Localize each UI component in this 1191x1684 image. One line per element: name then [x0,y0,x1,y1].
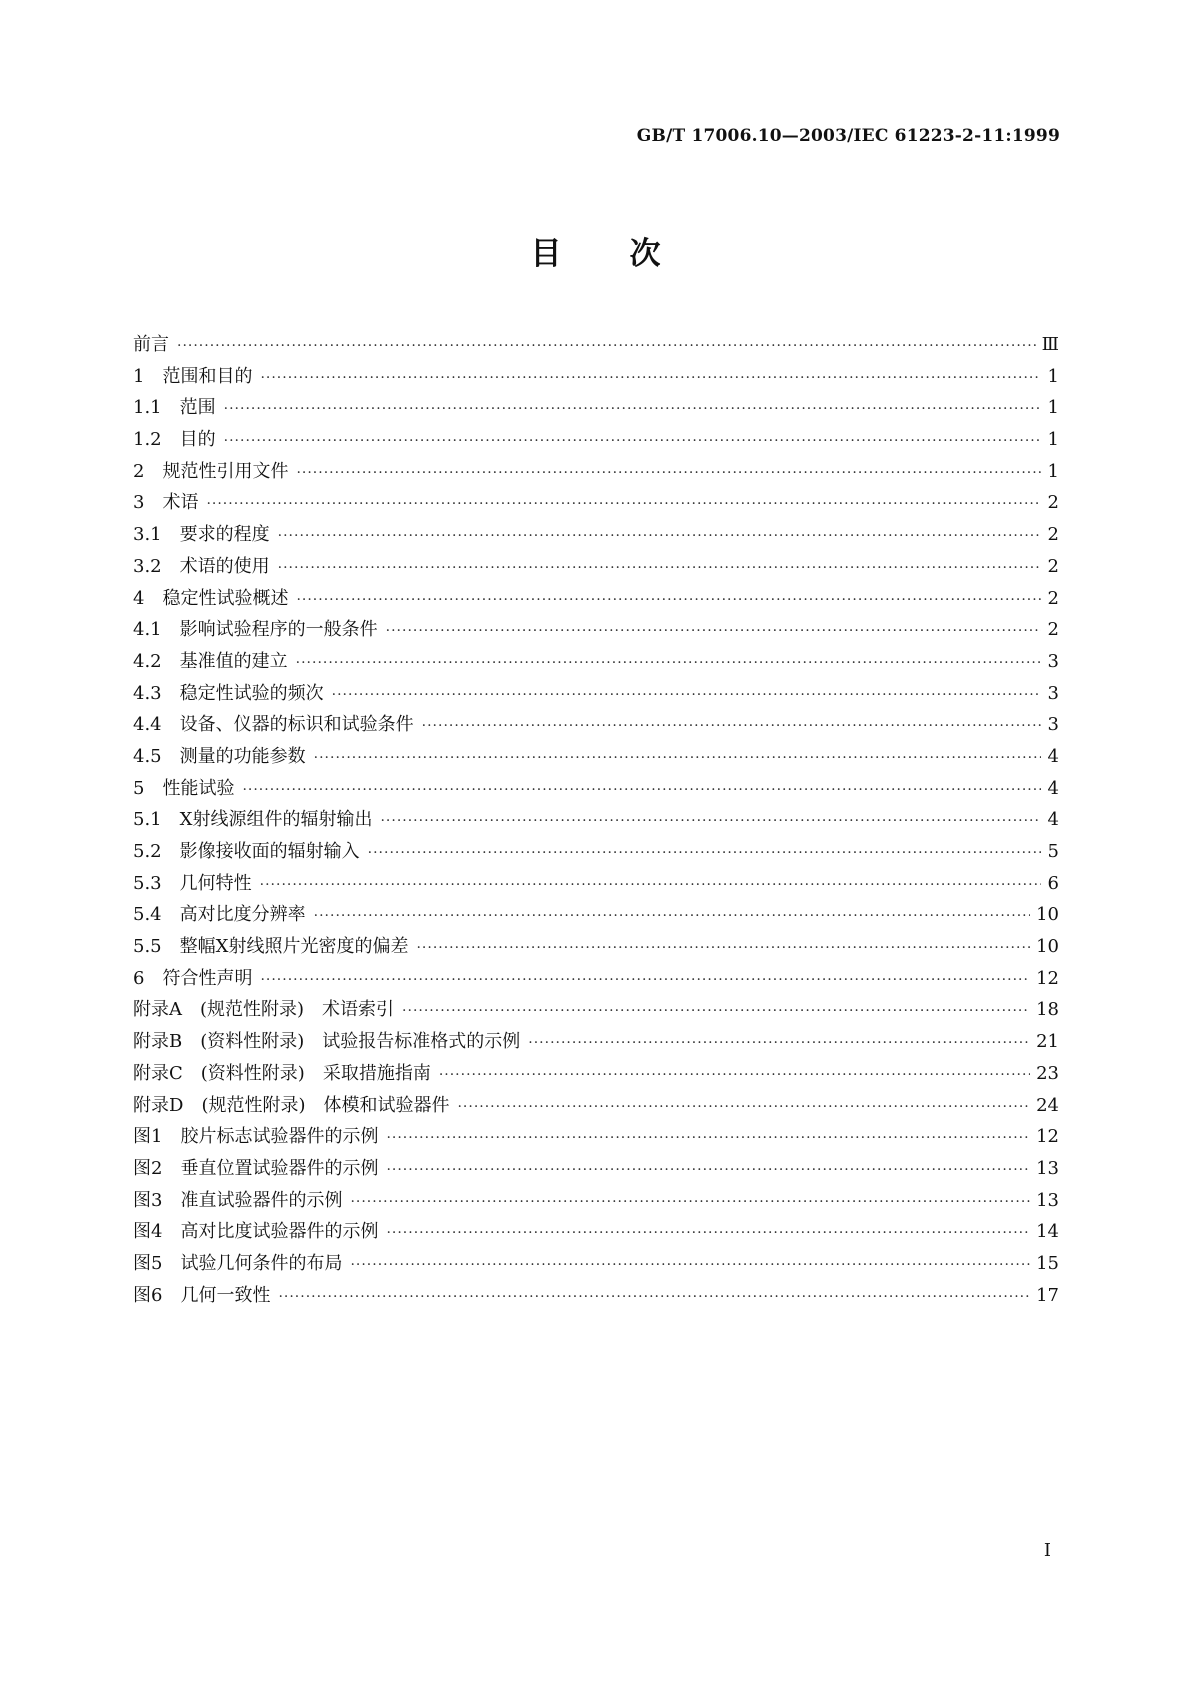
toc-entry-page: 13 [1036,1189,1059,1211]
toc-entry-page: 17 [1036,1284,1059,1306]
toc-leader-dots [350,1250,1030,1282]
toc-entry-page: 2 [1047,587,1059,609]
toc-leader-dots [416,933,1030,965]
toc-entry[interactable] [133,646,1059,678]
toc-leader-dots [314,901,1030,933]
toc-leader-dots [402,996,1030,1028]
title-char-1: 目 [530,236,562,272]
toc-entry-number: 4.3 [133,682,162,704]
toc-entry[interactable] [133,487,1059,519]
toc-entry[interactable] [133,709,1059,741]
toc-entry-label: 影像接收面的辐射输入 [179,841,360,862]
toc-entry[interactable] [133,868,1059,900]
toc-entry-page: 4 [1047,777,1059,799]
toc-leader-dots [224,394,1041,426]
toc-entry-page: 1 [1047,365,1059,387]
toc-entry[interactable] [133,963,1059,995]
toc-entry-label: 整幅X射线照片光密度的偏差 [179,936,409,958]
title-char-2: 次 [629,236,661,272]
toc-entry[interactable] [133,931,1059,963]
toc-leader-dots [242,775,1041,807]
toc-entry-number: 5.1 [133,809,162,831]
toc-entry[interactable] [133,1153,1059,1185]
toc-entry-page: 12 [1036,967,1059,989]
page-title [0,228,1191,273]
toc-entry-label: 范围 [179,397,216,419]
toc-entry[interactable] [133,424,1059,456]
toc-entry[interactable] [133,836,1059,868]
toc-leader-dots [278,1282,1030,1314]
toc-leader-dots [368,838,1041,870]
toc-entry[interactable] [133,583,1059,615]
toc-entry-label: 高对比度分辨率 [179,904,306,926]
standard-id: GB/T 17006.10—2003/IEC 61223-2-11:1999 [636,126,1060,146]
toc-entry-page: 6 [1047,872,1059,894]
toc-entry-label: 性能试验 [162,777,235,799]
toc-entry-number: 6 [133,967,145,989]
toc-entry-label: 前言 [133,334,169,355]
toc-entry-label: 几何特性 [179,872,252,894]
toc-entry-label: 测量的功能参数 [179,745,306,767]
toc-entry-number: 4.5 [133,745,162,767]
toc-entry-number: 附录C [133,1062,183,1084]
toc-entry-page: 2 [1047,524,1059,546]
toc-entry-label: 基准值的建立 [179,650,288,672]
toc-entry[interactable] [133,361,1059,393]
toc-entry[interactable] [133,392,1059,424]
toc-entry-number: 图5 [133,1252,163,1274]
toc-entry[interactable] [133,899,1059,931]
toc-leader-dots [296,648,1041,680]
toc-entry-number: 图4 [133,1221,163,1243]
toc-leader-dots [528,1028,1030,1060]
toc-entry-number: 2 [133,460,145,482]
toc-entry[interactable] [133,1121,1059,1153]
toc-entry-number: 5.2 [133,841,162,862]
toc-leader-dots [260,363,1041,395]
toc-entry-label: 范围和目的 [162,365,253,387]
toc-entry-label: 术语的使用 [179,555,270,577]
standard-id-header [637,126,1060,146]
toc-entry-page: 3 [1047,682,1059,704]
toc-entry[interactable] [133,1248,1059,1280]
toc-entry[interactable] [133,329,1059,361]
toc-entry-page: 1 [1047,397,1059,419]
toc-entry-number: 附录D [133,1094,184,1116]
toc-entry-label: 稳定性试验的频次 [179,682,324,704]
page-number: I [1043,1540,1051,1561]
toc-leader-dots [380,806,1041,838]
toc-entry-page: 3 [1047,714,1059,736]
toc-entry-number: 3.1 [133,524,162,546]
toc-entry-number: 图1 [133,1126,163,1148]
toc-entry-number: 图2 [133,1157,163,1179]
toc-leader-dots [386,1218,1030,1250]
toc-entry-number: 4.4 [133,714,162,736]
toc-leader-dots [422,711,1041,743]
toc-leader-dots [332,680,1041,712]
toc-entry-page: 2 [1047,619,1059,641]
toc-entry[interactable] [133,519,1059,551]
toc-entry-label: (规范性附录) 术语索引 [200,999,395,1021]
toc-entry-label: 胶片标志试验器件的示例 [180,1126,379,1148]
toc-entry-number: 5.5 [133,936,162,958]
toc-leader-dots [296,458,1041,490]
toc-entry-number: 4.2 [133,650,162,672]
toc-entry-page: 5 [1047,841,1059,862]
toc-entry[interactable] [133,1090,1059,1122]
toc-entry-label: 高对比度试验器件的示例 [180,1221,379,1243]
toc-leader-dots [177,331,1036,363]
toc-leader-dots [260,870,1041,902]
toc-leader-dots [457,1092,1030,1124]
toc-entry[interactable] [133,994,1059,1026]
toc-entry-label: (规范性附录) 体模和试验器件 [201,1094,450,1116]
toc-entry-label: X射线源组件的辐射输出 [179,809,373,831]
toc-entry-page: 1 [1047,429,1059,451]
toc-entry-number: 1 [133,365,145,387]
toc-entry[interactable] [133,1280,1059,1312]
toc-entry-number: 附录A [133,999,182,1021]
toc-leader-dots [224,426,1041,458]
toc-entry-label: 术语 [162,492,199,514]
toc-leader-dots [386,616,1041,648]
toc-leader-dots [439,1060,1030,1092]
toc-entry-page: 21 [1036,1031,1059,1053]
toc-entry-number: 5.3 [133,872,162,894]
toc-leader-dots [278,521,1041,553]
toc-entry-page: 10 [1036,936,1059,958]
toc-entry[interactable] [133,614,1059,646]
toc-entry-page: 10 [1036,904,1059,926]
toc-entry-page: 12 [1036,1126,1059,1148]
toc-leader-dots [386,1123,1030,1155]
toc-entry[interactable] [133,773,1059,805]
toc-entry-page: Ⅲ [1041,334,1059,355]
toc-entry-label: 设备、仪器的标识和试验条件 [179,714,414,736]
toc-entry-label: (资料性附录) 试验报告标准格式的示例 [200,1031,521,1053]
toc-entry-page: 1 [1047,460,1059,482]
toc-entry-number: 5.4 [133,904,162,926]
toc-entry-page: 4 [1047,809,1059,831]
toc-entry-label: 稳定性试验概述 [162,587,289,609]
toc-entry[interactable] [133,741,1059,773]
table-of-contents [133,329,1059,1311]
toc-entry[interactable] [133,1216,1059,1248]
toc-entry-number: 3 [133,492,145,514]
toc-entry[interactable] [133,804,1059,836]
toc-entry-number: 4 [133,587,145,609]
toc-entry-page: 13 [1036,1157,1059,1179]
toc-entry-number: 图6 [133,1284,163,1306]
toc-entry-label: 几何一致性 [180,1284,271,1306]
toc-leader-dots [260,965,1030,997]
toc-leader-dots [350,1187,1030,1219]
toc-entry-page: 3 [1047,650,1059,672]
toc-entry-label: 试验几何条件的布局 [180,1252,343,1274]
toc-entry-number: 5 [133,777,145,799]
toc-leader-dots [278,553,1041,585]
toc-entry-label: 影响试验程序的一般条件 [179,619,378,641]
toc-entry-page: 2 [1047,555,1059,577]
toc-entry-number: 附录B [133,1031,183,1053]
toc-entry-label: 准直试验器件的示例 [180,1189,343,1211]
toc-entry[interactable] [133,1185,1059,1217]
toc-entry[interactable] [133,678,1059,710]
toc-entry-number: 1.1 [133,397,162,419]
toc-entry-number: 4.1 [133,619,162,641]
toc-entry-page: 18 [1036,999,1059,1021]
toc-entry-number: 1.2 [133,429,162,451]
toc-leader-dots [314,743,1041,775]
toc-entry-page: 2 [1047,492,1059,514]
toc-entry[interactable] [133,551,1059,583]
toc-entry-label: 垂直位置试验器件的示例 [180,1157,379,1179]
toc-entry-label: 规范性引用文件 [162,460,289,482]
toc-leader-dots [296,585,1041,617]
toc-leader-dots [386,1155,1030,1187]
toc-entry-number: 3.2 [133,555,162,577]
toc-entry-label: 要求的程度 [179,524,270,546]
toc-entry-number: 图3 [133,1189,163,1211]
toc-entry[interactable] [133,1058,1059,1090]
toc-entry-label: 符合性声明 [162,967,253,989]
toc-entry-label: (资料性附录) 采取措施指南 [200,1062,431,1084]
toc-entry[interactable] [133,1026,1059,1058]
toc-entry[interactable] [133,456,1059,488]
toc-entry-page: 23 [1036,1062,1059,1084]
toc-entry-page: 4 [1047,745,1059,767]
toc-entry-page: 14 [1036,1221,1059,1243]
toc-entry-page: 24 [1036,1094,1059,1116]
toc-entry-label: 目的 [179,429,216,451]
toc-leader-dots [206,489,1041,521]
toc-entry-page: 15 [1036,1252,1059,1274]
